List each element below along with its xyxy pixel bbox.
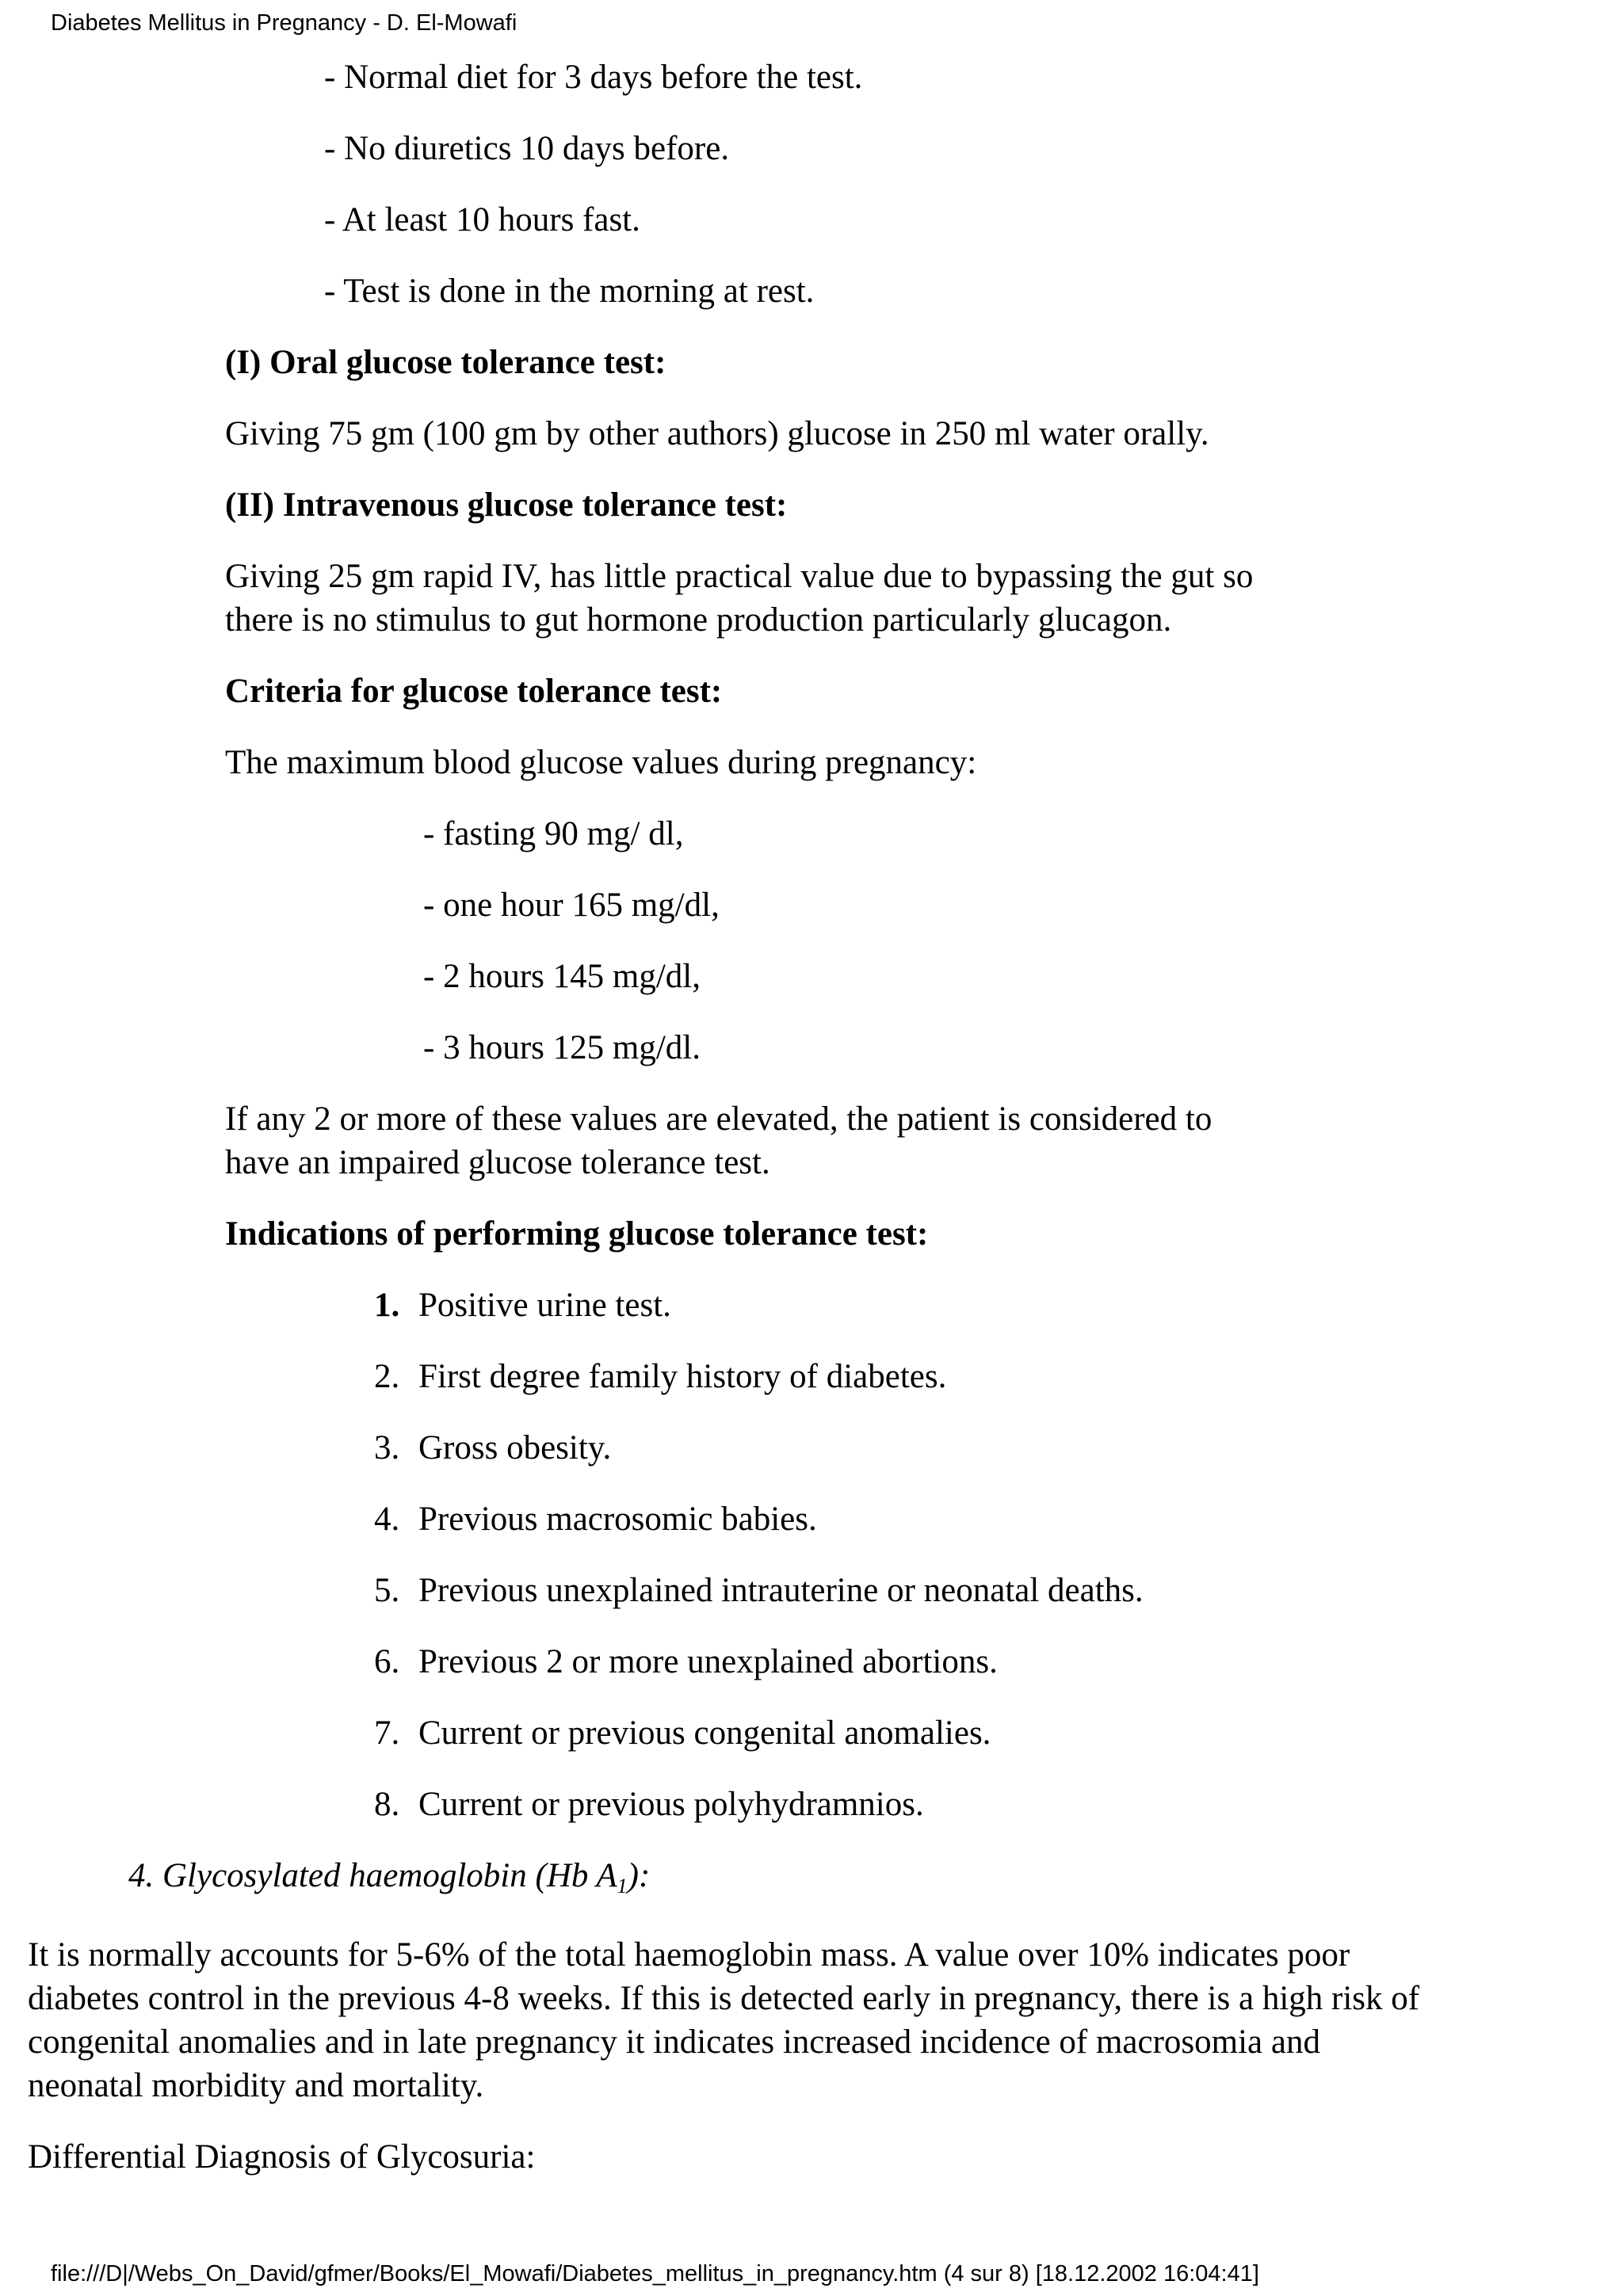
list-item-number: 3. — [374, 1429, 400, 1466]
list-item-text: First degree family history of diabetes. — [418, 1358, 947, 1395]
hba1-heading — [128, 1854, 650, 1898]
oral-gtt-heading: (I) Oral glucose tolerance test: — [225, 344, 666, 381]
criteria-value: - 3 hours 125 mg/dl. — [423, 1029, 701, 1066]
list-item-number: 8. — [374, 1786, 400, 1823]
list-item — [374, 1711, 991, 1756]
list-item — [374, 1355, 946, 1399]
indications-heading: Indications of performing glucose tolerance test: — [225, 1215, 929, 1253]
list-item-number: 7. — [374, 1714, 400, 1752]
list-item-text: Gross obesity. — [418, 1429, 612, 1466]
list-item — [374, 1783, 924, 1827]
list-item-text: Positive urine test. — [418, 1287, 671, 1324]
list-item — [374, 1283, 671, 1328]
list-item-number: 1. — [374, 1287, 400, 1324]
iv-gtt-text-line: Giving 25 gm rapid IV, has little practical value due to bypassing the gut so — [225, 558, 1254, 595]
list-item-number: 6. — [374, 1643, 400, 1680]
prep-item: - Normal diet for 3 days before the test. — [324, 59, 863, 96]
criteria-conclusion-line: If any 2 or more of these values are elevated, the patient is considered to — [225, 1100, 1212, 1138]
prep-item: - Test is done in the morning at rest. — [324, 273, 815, 310]
list-item-text: Current or previous polyhydramnios. — [418, 1786, 924, 1823]
list-item-number: 2. — [374, 1358, 400, 1395]
iv-gtt-heading: (II) Intravenous glucose tolerance test: — [225, 486, 788, 524]
list-item-text: Previous 2 or more unexplained abortions. — [418, 1643, 998, 1680]
prep-item: - At least 10 hours fast. — [324, 201, 640, 238]
list-item-number: 4. — [374, 1501, 400, 1538]
hba1-paragraph-line: congenital anomalies and in late pregnancy it indicates increased incidence of macrosomia and — [28, 2023, 1320, 2061]
criteria-value: - 2 hours 145 mg/dl, — [423, 958, 701, 995]
criteria-intro: The maximum blood glucose values during pregnancy: — [225, 744, 977, 781]
page-header-title: Diabetes Mellitus in Pregnancy - D. El-Mowafi — [51, 10, 517, 36]
hba1-paragraph-line: It is normally accounts for 5-6% of the total haemoglobin mass. A value over 10% indicates poor — [28, 1936, 1350, 1974]
list-item-text: Previous macrosomic babies. — [418, 1501, 817, 1538]
list-item — [374, 1640, 998, 1684]
list-item-text: Current or previous congenital anomalies. — [418, 1714, 991, 1752]
page-footer-url: file:///D|/Webs_On_David/gfmer/Books/El_Mowafi/Diabetes_mellitus_in_pregnancy.htm (4 sur 8) [18.12.2002 16:04:41] — [51, 2261, 1259, 2286]
list-item — [374, 1497, 817, 1542]
criteria-heading: Criteria for glucose tolerance test: — [225, 673, 723, 710]
hba1-heading-subscript: 1 — [617, 1875, 628, 1897]
hba1-heading-close: ): — [627, 1857, 651, 1894]
prep-item: - No diuretics 10 days before. — [324, 130, 730, 167]
iv-gtt-text-line: there is no stimulus to gut hormone production particularly glucagon. — [225, 601, 1172, 639]
hba1-heading-text: 4. Glycosylated haemoglobin (Hb A — [128, 1857, 617, 1894]
differential-heading: Differential Diagnosis of Glycosuria: — [28, 2138, 536, 2176]
list-item-text: Previous unexplained intrauterine or neonatal deaths. — [418, 1572, 1144, 1609]
hba1-paragraph-line: neonatal morbidity and mortality. — [28, 2067, 484, 2104]
hba1-paragraph-line: diabetes control in the previous 4-8 weeks. If this is detected early in pregnancy, there is a high risk of — [28, 1980, 1420, 2017]
oral-gtt-text: Giving 75 gm (100 gm by other authors) glucose in 250 ml water orally. — [225, 415, 1209, 452]
list-item — [374, 1426, 611, 1470]
list-item-number: 5. — [374, 1572, 400, 1609]
criteria-value: - one hour 165 mg/dl, — [423, 887, 720, 924]
list-item — [374, 1569, 1144, 1613]
criteria-conclusion-line: have an impaired glucose tolerance test. — [225, 1144, 770, 1181]
criteria-value: - fasting 90 mg/ dl, — [423, 815, 684, 852]
